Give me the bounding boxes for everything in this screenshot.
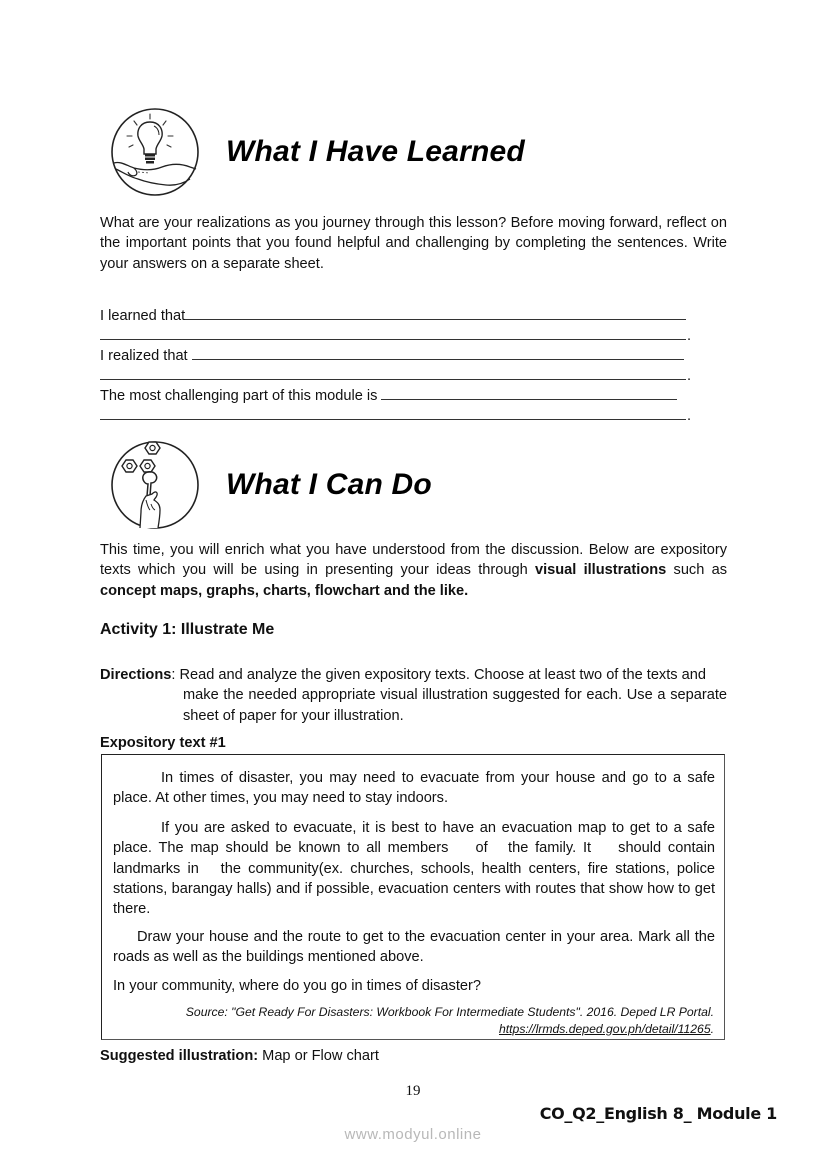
line-end-period: .	[687, 328, 692, 344]
section-title-what-i-have-learned: What I Have Learned	[226, 135, 525, 168]
source-citation	[114, 1004, 714, 1037]
module-code: CO_Q2_English 8_ Module 1	[539, 1104, 777, 1123]
expository-paragraph-3: Draw your house and the route to get to the evacuation center in your area. Mark all the roads as well as the buildings mentioned above.	[113, 929, 715, 966]
prompt-learned	[100, 305, 700, 326]
hand-with-wrench-and-nuts-icon	[110, 440, 200, 530]
directions-text-2: make the needed appropriate visual illustration suggested for each. Use a separate sheet of paper for your illustration.	[183, 687, 727, 724]
directions-separator: :	[171, 667, 180, 683]
prompt-realized-continuation	[100, 365, 700, 386]
prompt-challenging-continuation	[100, 405, 700, 426]
line-end-period: .	[687, 408, 692, 424]
source-url-link[interactable]: https://lrmds.deped.gov.ph/detail/11265	[498, 1021, 711, 1036]
prompt-challenging-blank-1[interactable]	[381, 385, 677, 400]
prompt-challenging	[100, 385, 700, 406]
activity-title: Activity 1: Illustrate Me	[100, 621, 275, 638]
source-url-line	[114, 1021, 714, 1038]
intro-text-1: This time, you will enrich what you have understood from the discussion. Below are expository texts which you will be using in presenting your ideas through	[100, 542, 727, 579]
prompt-learned-label: I learned that	[100, 308, 186, 324]
intro-text-2: such as	[666, 562, 727, 579]
prompt-realized-blank-2[interactable]	[100, 365, 686, 380]
intro-bold-illustration-types: concept maps, graphs, charts, flowchart and the like.	[100, 582, 469, 599]
line-end-period: .	[687, 368, 692, 384]
intro-bold-visual-illustrations: visual illustrations	[534, 562, 667, 579]
prompt-realized	[100, 345, 700, 366]
what-i-can-do-header	[110, 440, 432, 530]
prompt-learned-blank-1[interactable]	[185, 305, 686, 320]
page-number: 19	[405, 1083, 421, 1099]
directions-text-1: Read and analyze the given expository texts. Choose at least two of the texts and	[179, 667, 706, 683]
suggested-illustration	[100, 1048, 379, 1064]
prompt-challenging-blank-2[interactable]	[100, 405, 686, 420]
suggested-illustration-value: Map or Flow chart	[258, 1048, 379, 1064]
expository-text-label: Expository text #1	[100, 735, 226, 751]
section-title-what-i-can-do: What I Can Do	[226, 468, 432, 501]
what-i-have-learned-header	[110, 107, 525, 197]
watermark: www.modyul.online	[344, 1126, 482, 1143]
directions-first-line	[100, 665, 727, 685]
expository-question: In your community, where do you go in times of disaster?	[113, 978, 481, 994]
expository-text-box	[101, 754, 725, 1040]
expository-paragraph-1: In times of disaster, you may need to evacuate from your house and go to a safe place. At other times, you may need to stay indoors.	[113, 770, 715, 807]
prompt-learned-blank-2[interactable]	[100, 325, 686, 340]
reflection-intro: What are your realizations as you journey through this lesson? Before moving forward, reflect on the important points that you found helpful and challenging by completing the sentences. Write your answers on a separate sheet.	[100, 215, 727, 272]
directions-label: Directions	[100, 667, 172, 683]
what-i-can-do-intro	[100, 540, 727, 601]
source-url-period: .	[710, 1021, 714, 1036]
prompt-challenging-label: The most challenging part of this module is	[100, 388, 382, 404]
expository-paragraph-2: If you are asked to evacuate, it is best to have an evacuation map to get to a safe place. The map should be known to all members of the family. It should contain landmarks in the community(ex. churches, schools, health centers, fire stations, police stations, barangay halls) and if possible, evacuation centers with routes that show how to get there.	[113, 820, 720, 918]
directions	[100, 665, 727, 726]
prompt-realized-blank-1[interactable]	[192, 345, 684, 360]
suggested-illustration-label: Suggested illustration:	[100, 1048, 259, 1064]
prompt-realized-label: I realized that	[100, 348, 192, 364]
source-text: Source: "Get Ready For Disasters: Workbook For Intermediate Students". 2016. Deped LR Portal.	[185, 1005, 714, 1019]
lightbulb-on-hand-icon	[110, 107, 200, 197]
prompt-learned-continuation	[100, 325, 700, 346]
